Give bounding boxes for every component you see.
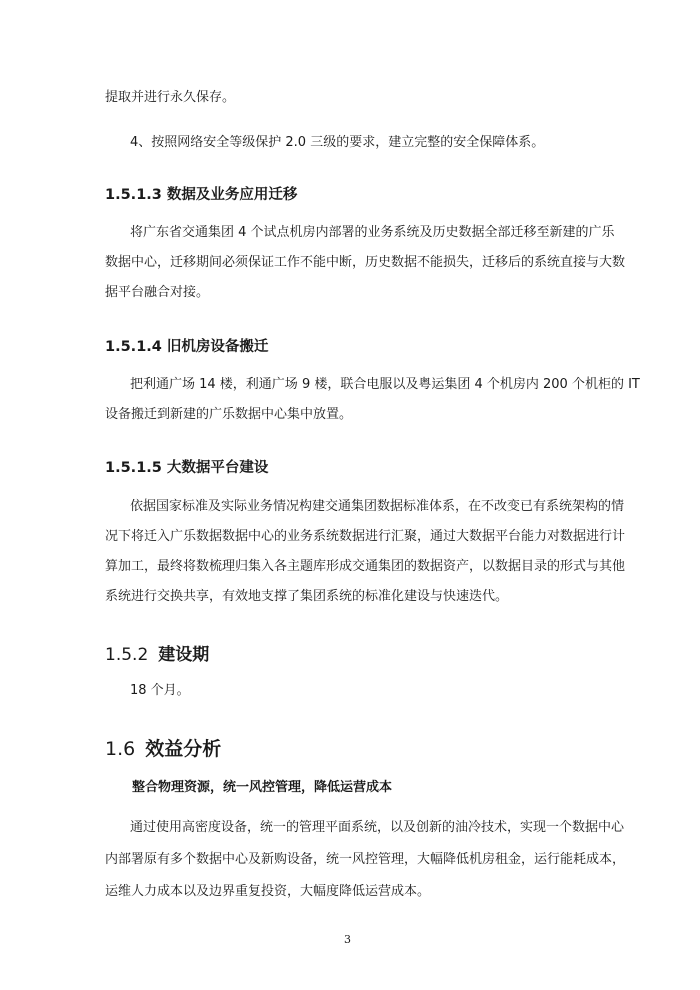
paragraph-line: 设备搬迁到新建的广乐数据中心集中放置。 <box>105 407 353 422</box>
paragraph-line: 通过使用高密度设备，统一的管理平面系统，以及创新的油冷技术，实现一个数据中心 <box>130 820 625 835</box>
section-heading-1-5-2 <box>105 640 209 665</box>
paragraph-line: 提取并进行永久保存。 <box>105 90 236 105</box>
paragraph-line: 况下将迁入广乐数据数据中心的业务系统数据进行汇聚，通过大数据平台能力对数据进行计 <box>105 529 626 544</box>
paragraph-line: 系统进行交换共享，有效地支撑了集团系统的标准化建设与快速迭代。 <box>105 589 509 604</box>
section-number: 1.6 <box>105 738 136 760</box>
section-heading-1-6 <box>105 734 221 761</box>
section-heading-1-5-1-3: 1.5.1.3 数据及业务应用迁移 <box>105 187 298 203</box>
paragraph-line: 将广东省交通集团 4 个试点机房内部署的业务系统及历史数据全部迁移至新建的广乐 <box>130 225 615 240</box>
paragraph-line: 4、按照网络安全等级保护 2.0 三级的要求，建立完整的安全保障体系。 <box>130 135 545 150</box>
paragraph-line: 依据国家标准及实际业务情况构建交通集团数据标准体系，在不改变已有系统架构的情 <box>130 499 625 514</box>
section-title: 建设期 <box>158 645 210 665</box>
paragraph-line: 运维人力成本以及边界重复投资，大幅度降低运营成本。 <box>105 884 431 899</box>
paragraph-line: 数据中心，迁移期间必须保证工作不能中断，历史数据不能损失，迁移后的系统直接与大数 <box>105 255 626 270</box>
section-title: 效益分析 <box>145 738 222 760</box>
paragraph-line: 把利通广场 14 楼，利通广场 9 楼，联合电服以及粤运集团 4 个机房内 200 个机柜的 IT <box>130 377 640 392</box>
section-number: 1.5.2 <box>105 645 149 665</box>
paragraph-line: 内部署原有多个数据中心及新购设备，统一风控管理，大幅降低机房租金，运行能耗成本， <box>105 852 626 867</box>
section-heading-1-5-1-5: 1.5.1.5 大数据平台建设 <box>105 460 269 476</box>
paragraph-line: 算加工，最终将数梳理归集入各主题库形成交通集团的数据资产，以数据目录的形式与其他 <box>105 559 626 574</box>
section-heading-1-5-1-4: 1.5.1.4 旧机房设备搬迁 <box>105 339 269 355</box>
subheading: 整合物理资源，统一风控管理，降低运营成本 <box>132 780 393 795</box>
paragraph-line: 18 个月。 <box>130 683 190 698</box>
page-number: 3 <box>344 933 351 946</box>
paragraph-line: 据平台融合对接。 <box>105 285 210 300</box>
